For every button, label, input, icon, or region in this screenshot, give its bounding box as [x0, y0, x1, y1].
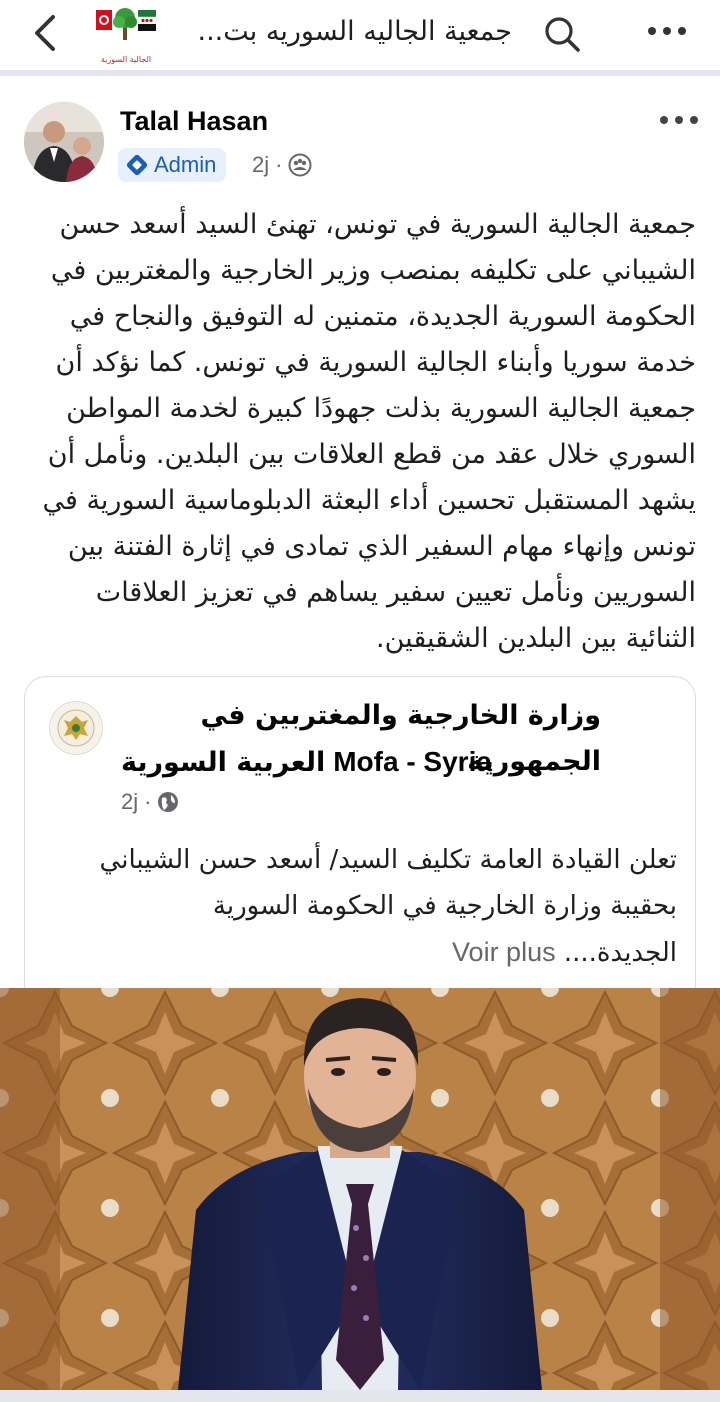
more-horizontal-icon — [659, 115, 699, 125]
feed-divider — [0, 1390, 720, 1402]
see-more-link[interactable]: Voir plus — [452, 937, 556, 967]
group-logo-caption: الجالية السورية — [100, 55, 152, 64]
shared-post-time[interactable]: 2j — [121, 789, 139, 814]
more-options-button[interactable] — [642, 16, 692, 46]
ministry-emblem-icon — [56, 708, 96, 748]
post-meta — [252, 148, 312, 182]
portrait-photo — [0, 988, 720, 1390]
back-button[interactable] — [22, 10, 70, 56]
group-title[interactable]: جمعية الجاليه السوريه بت... — [197, 16, 512, 47]
meta-separator: · — [275, 152, 283, 177]
search-button[interactable] — [540, 12, 584, 56]
admin-badge — [118, 148, 226, 182]
author-photo — [24, 102, 104, 182]
post-time[interactable]: 2j — [252, 152, 270, 177]
search-icon — [543, 15, 581, 53]
globe-icon — [157, 791, 179, 813]
more-horizontal-icon — [647, 26, 687, 36]
shared-post-body: تعلن القيادة العامة تكليف السيد/ أسعد حسن الشيباني بحقيبة وزارة الخارجية في الحكومة السورية الجديدة.... — [99, 845, 677, 968]
admin-shield-icon — [126, 154, 148, 176]
shared-post-meta — [121, 787, 179, 817]
shared-post-photo[interactable] — [0, 988, 720, 1390]
group-logo-icon — [92, 4, 160, 48]
meta-separator: · — [144, 789, 152, 814]
post-text: جمعية الجالية السورية في تونس، تهنئ السيد أسعد حسن الشيباني على تكليفه بمنصب وزير الخارجية والمغتربين في الحكومة السورية الجديدة، متمنين له التوفيق والنجاح في خدمة سوريا وأبناء الجالية السورية في تونس. كما نؤكد أن جمعية الجالية السورية بذلت جهودًا كبيرة لخدمة المواطن السوري خلال عقد من قطع العلاقات بين البلدين. ونأمل أن يشهد المستقبل تحسين أداء البعثة الدبلوماسية السورية في تونس وإنهاء مهام السفير الذي تمادى في إثارة الفتنة بين السوريين ونأمل تعيين سفير يساهم في تعزيز العلاقات الثنائية بين البلدين الشقيقين. — [42, 209, 696, 654]
ministry-name-latin: Mofa - Syria — [333, 746, 492, 777]
chevron-left-icon — [31, 13, 61, 53]
author-avatar[interactable] — [24, 102, 104, 182]
ministry-avatar[interactable] — [49, 701, 103, 755]
shared-post-text — [55, 837, 677, 976]
ministry-name-line2[interactable] — [121, 739, 601, 785]
top-bar — [0, 0, 720, 68]
shared-post-card[interactable] — [24, 676, 696, 1006]
admin-label: Admin — [154, 152, 217, 177]
group-icon — [288, 153, 312, 177]
author-name[interactable]: Talal Hasan — [120, 106, 269, 136]
ministry-name-line1[interactable]: وزارة الخارجية والمغتربين في الجمهورية — [200, 700, 601, 777]
top-bar-divider — [0, 70, 720, 76]
ministry-name-arabic: العربية السورية — [121, 746, 326, 778]
group-logo[interactable] — [92, 4, 160, 64]
post-options-button[interactable] — [654, 108, 704, 132]
